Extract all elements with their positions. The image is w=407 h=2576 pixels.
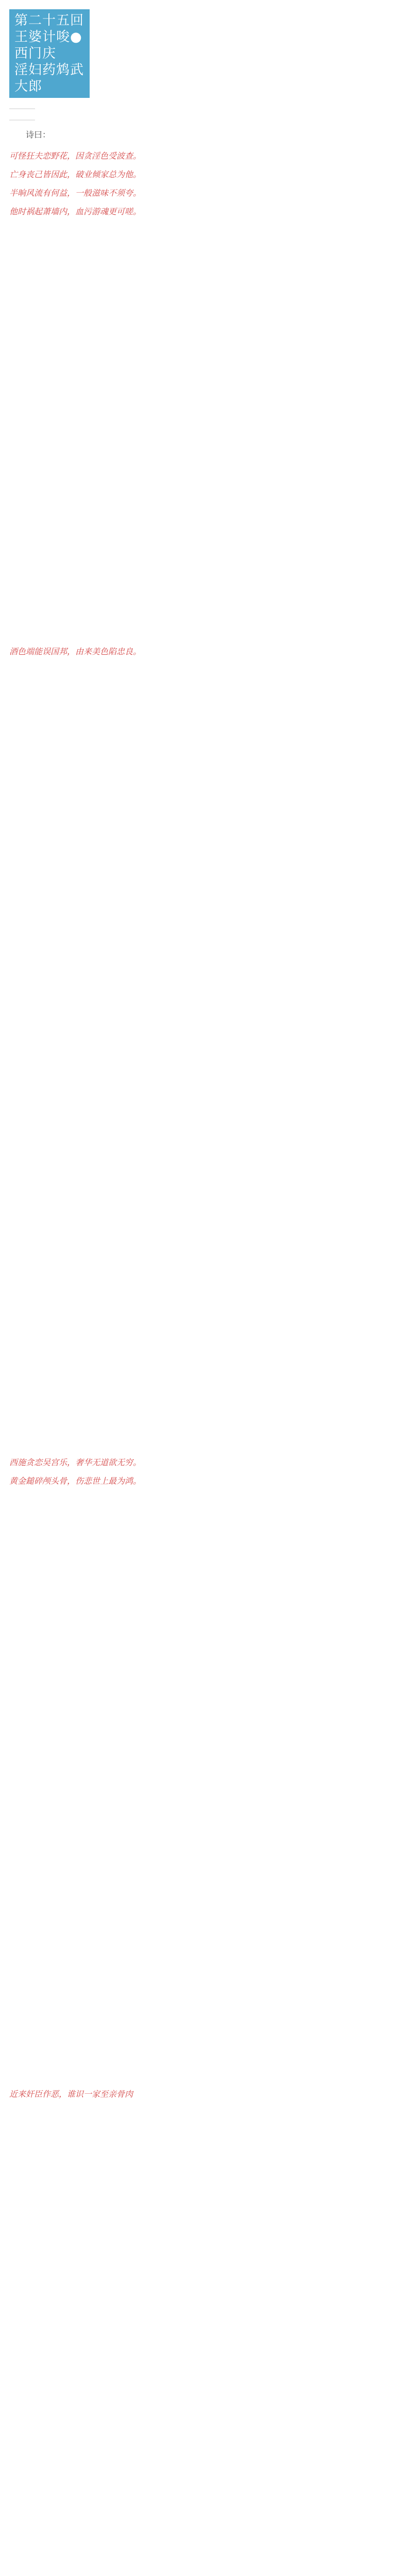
paragraph-placeholder	[9, 854, 398, 891]
chapter-title-box	[9, 9, 90, 98]
paragraph-placeholder	[9, 334, 398, 371]
paragraph-placeholder	[9, 461, 398, 498]
article-content	[9, 129, 398, 2576]
paragraph-placeholder	[9, 2042, 398, 2079]
verse-line-4: 他时祸起萧墙内，血污游魂更可嗟。	[9, 207, 142, 216]
paragraph-placeholder	[9, 1903, 398, 1940]
paragraph-placeholder	[9, 1591, 398, 1628]
paragraph-placeholder	[9, 2226, 398, 2250]
opening-verse	[9, 150, 398, 217]
paragraph-placeholder	[9, 229, 398, 278]
divider-ornament	[9, 108, 35, 121]
paragraph-placeholder	[9, 553, 398, 590]
paragraph-placeholder	[9, 1498, 398, 1535]
paragraph-placeholder	[9, 901, 398, 938]
paragraph-placeholder	[9, 2294, 398, 2331]
paragraph-placeholder	[9, 2340, 398, 2365]
section-verse-3	[9, 2089, 398, 2100]
section-1-verse-line-1: 酒色端能误国邦，由来美色陷忠良。	[9, 647, 142, 656]
paragraph-placeholder	[9, 2467, 398, 2504]
section-verse-1	[9, 646, 398, 657]
paragraph-placeholder	[9, 1132, 398, 1170]
paragraph-placeholder	[9, 1086, 398, 1123]
paragraph-placeholder	[9, 1179, 398, 1216]
section-3-verse-line-1: 近来奸臣作恶，谁识一家至亲骨肉	[9, 2089, 133, 2099]
paragraph-placeholder	[9, 2560, 398, 2576]
paragraph-placeholder	[9, 993, 398, 1030]
paragraph-placeholder	[9, 1364, 398, 1401]
paragraph-placeholder	[9, 1684, 398, 1721]
paragraph-placeholder	[9, 2260, 398, 2284]
paragraph-placeholder	[9, 1545, 398, 1582]
paragraph-placeholder	[9, 2179, 398, 2216]
paragraph-placeholder	[9, 808, 398, 845]
paragraph-placeholder	[9, 287, 398, 325]
paragraph-placeholder	[9, 1996, 398, 2033]
paragraph-placeholder	[9, 1823, 398, 1860]
paragraph-placeholder	[9, 1040, 398, 1077]
paragraph-placeholder	[9, 2420, 398, 2458]
paragraph-placeholder	[9, 715, 398, 752]
chapter-header	[9, 9, 398, 98]
paragraph-placeholder	[9, 600, 398, 637]
chapter-title-line-3: 淫妇药鸩武大郎	[14, 62, 84, 94]
section-verse-2	[9, 1457, 398, 1487]
paragraph-placeholder	[9, 1730, 398, 1767]
paragraph-placeholder	[9, 761, 398, 799]
paragraph-placeholder	[9, 1272, 398, 1309]
paragraph-placeholder	[9, 669, 398, 706]
paragraph-placeholder	[9, 427, 398, 451]
paragraph-placeholder	[9, 2374, 398, 2411]
chapter-title-line-1: 第二十五回	[14, 13, 84, 28]
paragraph-placeholder	[9, 1411, 398, 1448]
paragraph-placeholder	[9, 2513, 398, 2550]
paragraph-placeholder	[9, 1225, 398, 1262]
paragraph-placeholder	[9, 2145, 398, 2170]
paragraph-placeholder	[9, 507, 398, 544]
paragraph-placeholder	[9, 1637, 398, 1674]
paragraph-placeholder	[9, 380, 398, 417]
paragraph-placeholder	[9, 1869, 398, 1894]
paragraph-placeholder	[9, 2111, 398, 2136]
verse-line-3: 半晌风流有何益，一般滋味不须夸。	[9, 188, 142, 198]
intro-lead: 诗曰：	[26, 130, 51, 140]
verse-line-2: 亡身丧己皆因此，破业倾家总为他。	[9, 170, 142, 179]
paragraph-placeholder	[9, 1950, 398, 1987]
verse-line-1: 可怪狂夫恋野花，因贪淫色受波查。	[9, 151, 142, 161]
paragraph-placeholder	[9, 1318, 398, 1355]
chapter-title-line-2: 王婆计唆●西门庆	[14, 29, 82, 61]
section-2-verse-line-2: 黄金鎚碎颅头骨，伤悲世上最为鸿。	[9, 1476, 142, 1486]
section-2-verse-line-1: 西施贪恋吴宫乐，奢华无道欲无穷。	[9, 1458, 142, 1467]
paragraph-placeholder	[9, 947, 398, 984]
paragraph-placeholder	[9, 1776, 398, 1814]
